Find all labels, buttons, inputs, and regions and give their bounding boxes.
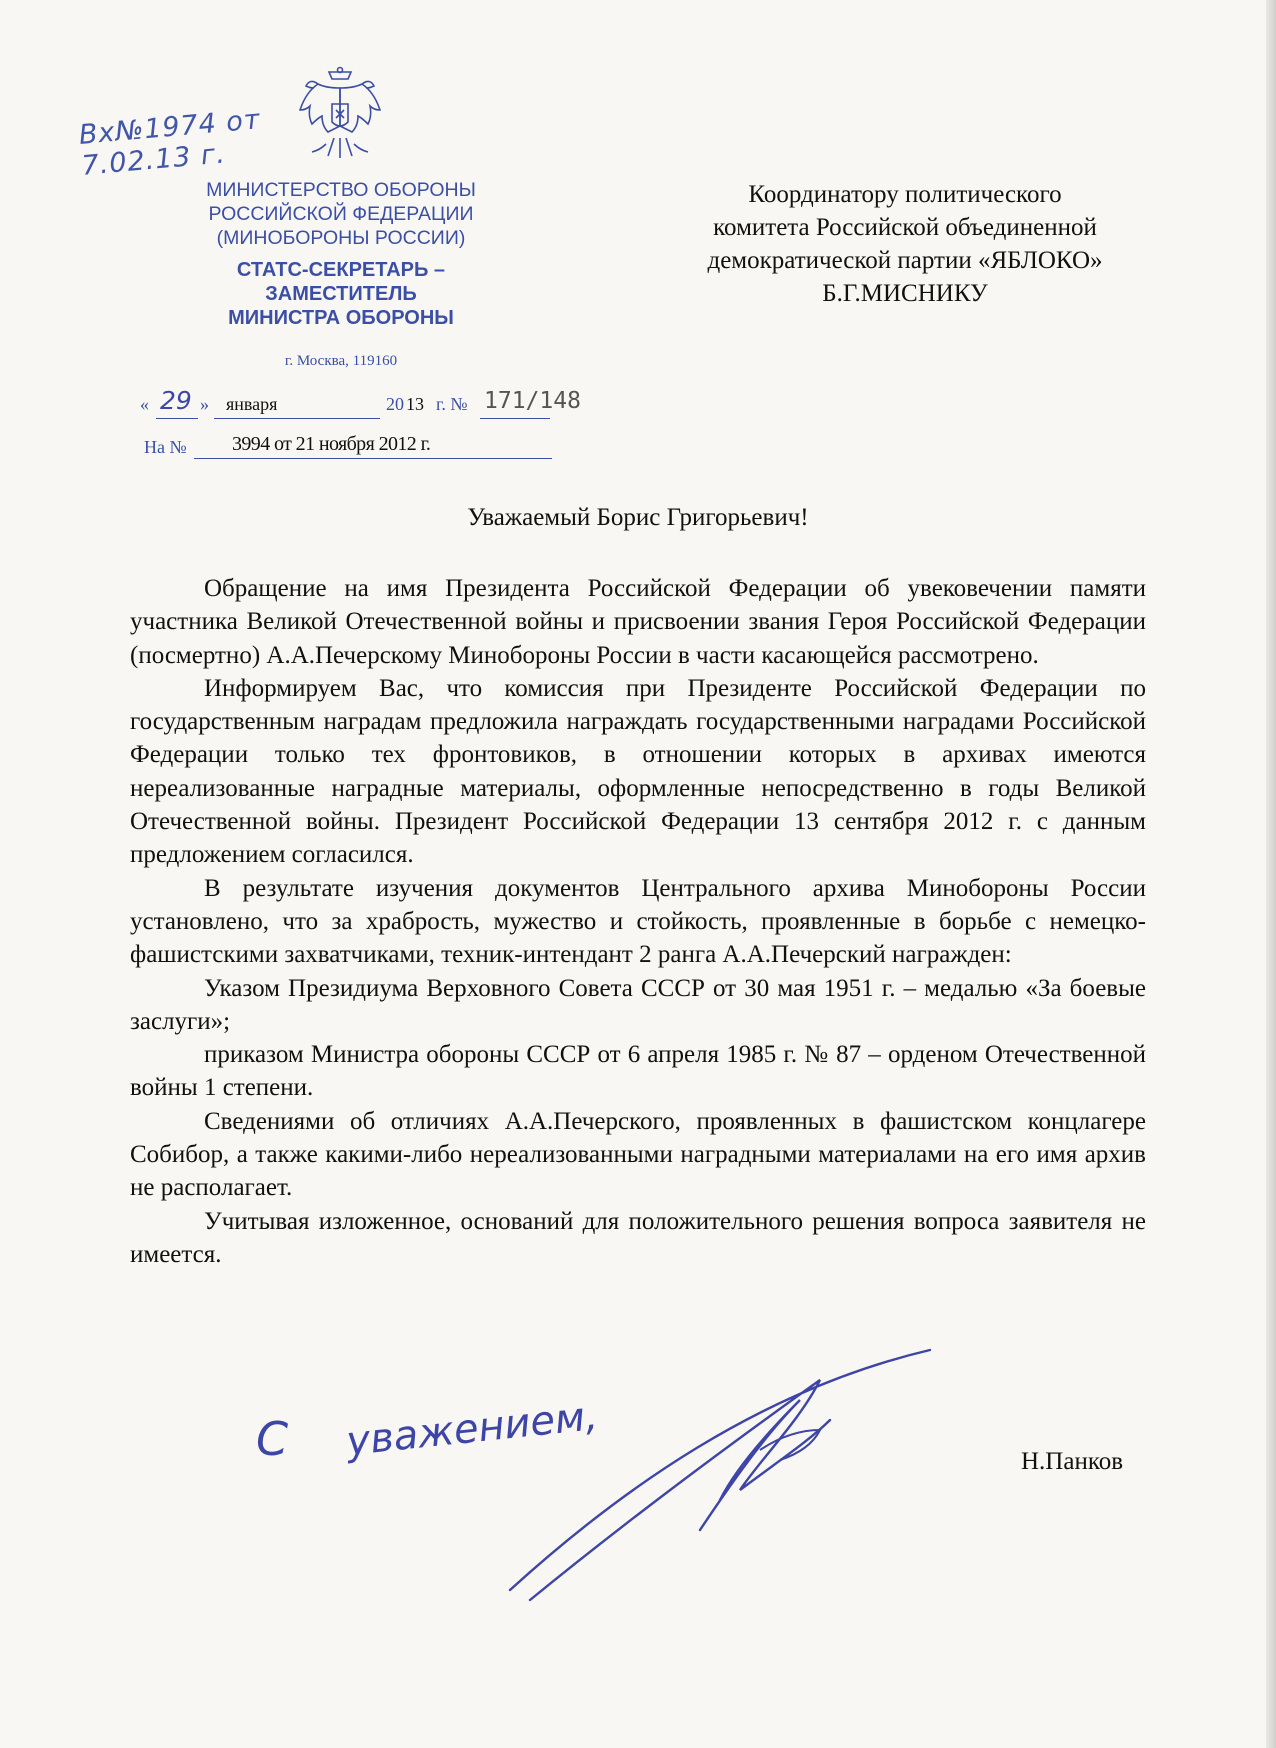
addressee-line-4: Б.Г.МИСНИКУ	[822, 280, 988, 307]
month-underline	[214, 418, 380, 419]
salutation: Уважаемый Борис Григорьевич!	[467, 504, 809, 531]
addressee-block	[655, 178, 1155, 310]
handwritten-closing-word-2: уважением,	[344, 1392, 600, 1466]
handwritten-closing	[256, 1412, 288, 1466]
reply-to-label: На №	[144, 437, 187, 457]
year-unit-and-number-label: г. №	[436, 394, 468, 414]
handwritten-closing-word-1: С	[256, 1412, 289, 1466]
body-paragraph: Информируем Вас, что комиссия при Президенте Российской Федерации по государственным наградам предложила награждать государственными наградами Российской Федерации только тех фронтовиков, в отношении которых в архивах имеются нереализованные наградные материалы, оформленные непосредственно в годы Великой Отечественной войны. Президент Российской Федерации 13 сентября 2012 г. с данным предложением согласился.	[130, 674, 1146, 869]
addressee-line-1: Координатору политического	[748, 181, 1062, 208]
ministry-name-line-3: (МИНОБОРОНЫ РОССИИ)	[216, 227, 466, 249]
day-underline	[156, 418, 198, 419]
signer-name: Н.Панков	[1021, 1448, 1124, 1475]
date-day: 29	[160, 386, 192, 415]
date-quote-close: »	[200, 394, 209, 414]
ministry-name-line-2: РОССИЙСКОЙ ФЕДЕРАЦИИ	[208, 203, 474, 225]
date-quote-open: «	[140, 394, 149, 414]
handwritten-registration-note	[78, 104, 265, 182]
handwritten-note-line-1: Вх№1974 от	[77, 104, 262, 151]
handwritten-note-line-2: 7.02.13 г.	[80, 138, 227, 182]
addressee-line-2: комитета Российской объединенной	[713, 214, 1097, 241]
year-suffix: 13	[406, 394, 424, 414]
ministry-name	[190, 178, 492, 250]
scan-page-edge	[1266, 0, 1276, 1748]
ministry-city-address: г. Москва, 119160	[284, 353, 398, 369]
outgoing-number: 171/148	[484, 388, 581, 414]
body-paragraph: Учитывая изложенное, оснований для положительного решения вопроса заявителя не имеется.	[130, 1207, 1146, 1268]
handwritten-signature	[500, 1340, 940, 1610]
addressee-line-3: демократической партии «ЯБЛОКО»	[707, 247, 1103, 274]
official-title-line-2: ЗАМЕСТИТЕЛЬ	[265, 283, 417, 305]
body-paragraph: В результате изучения документов Центрального архива Минобороны России установлено, что за храбрость, мужество и стойкость, проявленные в борьбе с немецко-фашистскими захватчиками, техник-интендант 2 ранга А.А.Печерский награжден:	[130, 874, 1146, 969]
ministry-name-line-1: МИНИСТЕРСТВО ОБОРОНЫ	[206, 179, 476, 201]
body-paragraph: Обращение на имя Президента Российской Федерации об увековечении памяти участника Великой Отечественной войны и присвоении звания Героя Российской Федерации (посмертно) А.А.Печерскому Минобороны России в части касающейся рассмотрено.	[130, 575, 1146, 669]
reply-underline	[194, 458, 552, 459]
number-underline	[480, 418, 550, 419]
official-title	[190, 258, 492, 330]
body-paragraph: приказом Министра обороны СССР от 6 апреля 1985 г. № 87 – орденом Отечественной войны 1 степени.	[130, 1041, 1146, 1102]
date-month: января	[226, 394, 278, 414]
letter-body	[130, 572, 1146, 1271]
official-title-line-3: МИНИСТРА ОБОРОНЫ	[228, 307, 454, 329]
reply-to-value: 3994 от 21 ноября 2012 г.	[232, 433, 431, 455]
year-prefix: 20	[386, 394, 404, 414]
double-headed-eagle-emblem-icon	[296, 66, 384, 162]
body-paragraph: Сведениями об отличиях А.А.Печерского, проявленных в фашистском концлагере Собибор, а также какими-либо нереализованными наградными материалами на его имя архив не располагает.	[130, 1107, 1146, 1202]
body-paragraph: Указом Президиума Верховного Совета СССР от 30 мая 1951 г. – медалью «За боевые заслуги»;	[130, 974, 1146, 1035]
official-title-line-1: СТАТС-СЕКРЕТАРЬ –	[236, 259, 446, 281]
